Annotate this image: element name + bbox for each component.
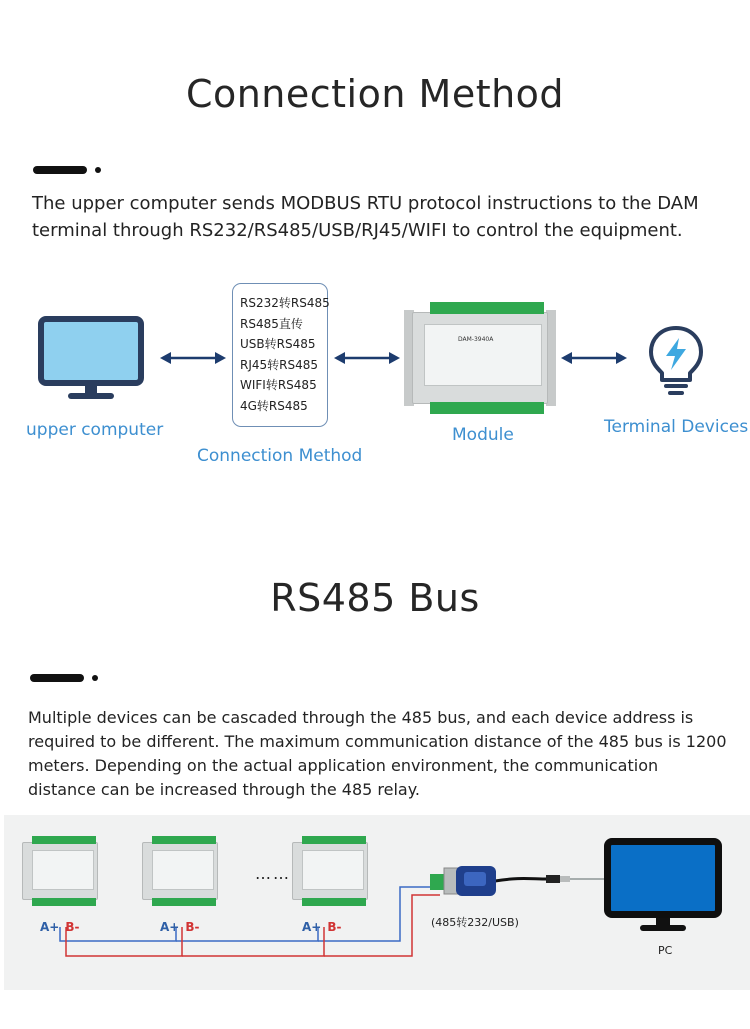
terminal-devices-label: Terminal Devices	[604, 417, 749, 437]
method-item: RJ45转RS485	[240, 357, 319, 372]
terminal-label: A+ B-	[302, 920, 342, 934]
double-arrow-icon	[160, 350, 226, 366]
accent-bar	[30, 674, 84, 682]
method-item: 4G转RS485	[240, 398, 308, 413]
monitor-icon	[38, 316, 144, 398]
dam-module-image	[404, 302, 556, 414]
rs485-converter-icon	[430, 862, 500, 898]
section-title-connection-method: Connection Method	[185, 72, 565, 116]
double-arrow-icon	[334, 350, 400, 366]
accent-dot	[95, 167, 101, 173]
method-item: RS485直传	[240, 316, 303, 331]
rs485-description: Multiple devices can be cascaded through the 485 bus, and each device address is required to be different. The maximum communication distance of the 485 bus is 1200 meters. Depending on the actual application environment, the communication distance can be increased through the 485 relay.	[28, 708, 727, 799]
lightbulb-icon	[646, 325, 706, 397]
method-item: USB转RS485	[240, 337, 316, 352]
converter-label: (485转232/USB)	[431, 916, 519, 929]
upper-computer-label: upper computer	[26, 420, 164, 440]
module-model-text: DAM-3940A	[458, 336, 494, 343]
method-item: RS232转RS485	[240, 296, 330, 310]
pc-label: PC	[658, 944, 673, 957]
pc-monitor-icon	[604, 838, 722, 936]
connection-method-label: Connection Method	[197, 446, 363, 466]
double-arrow-icon	[561, 350, 627, 366]
dam-module-image	[288, 836, 372, 906]
dam-module-image	[138, 836, 222, 906]
dam-module-image	[18, 836, 102, 906]
section-title-rs485-bus: RS485 Bus	[270, 576, 480, 620]
module-label: Module	[452, 425, 514, 445]
terminal-label: A+ B-	[160, 920, 200, 934]
ellipsis: ……	[255, 864, 291, 883]
terminal-label: A+ B-	[40, 920, 80, 934]
connection-methods-box	[232, 283, 328, 427]
connection-description: The upper computer sends MODBUS RTU protocol instructions to the DAM terminal through RS232/RS485/USB/RJ45/WIFI to control the equipment.	[32, 193, 699, 241]
method-item: WIFI转RS485	[240, 378, 317, 393]
accent-bar	[33, 166, 87, 174]
accent-dot	[92, 675, 98, 681]
